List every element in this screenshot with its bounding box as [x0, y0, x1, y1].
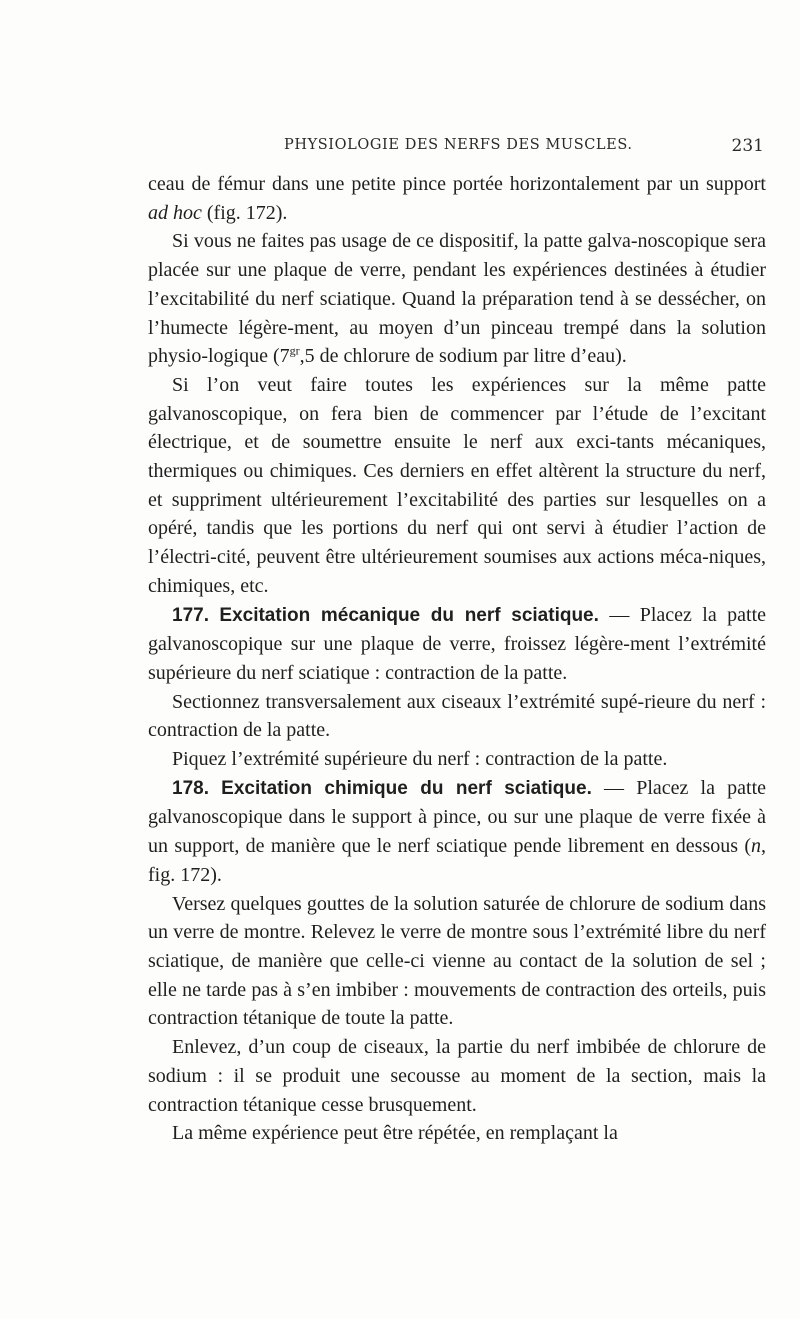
- body-text: [148, 170, 766, 1148]
- page-header: [148, 133, 768, 163]
- section-178: [148, 774, 766, 890]
- paragraph-text: ceau de fémur dans une petite pince portée horizontalement par un support: [148, 173, 766, 195]
- paragraph-text: , fig. 172).: [148, 835, 766, 886]
- paragraph: Si l’on veut faire toutes les expériences sur la même patte galvanoscopique, on fera bien de commencer par l’étude de l’excitant électrique, et de soumettre ensuite le nerf aux exci-tants mécaniques, thermiques ou chimiques. Ces derniers en effet altèrent la structure du nerf, et suppriment ultérieurement l’excitabilité des parties sur lesquelles on a opéré, tandis que les portions du nerf qui ont servi à étudier l’action de l’électri-cité, peuvent être ultérieurement soumises aux actions méca-niques, chimiques, etc.: [148, 373, 766, 597]
- section-title: Excitation mécanique du nerf sciatique.: [219, 604, 599, 626]
- italic-text: ad hoc: [148, 201, 202, 224]
- paragraph-continued: [148, 170, 766, 227]
- paragraph: [148, 227, 766, 371]
- section-number: 177.: [172, 604, 209, 626]
- paragraph-text: — Placez la patte galvanoscopique sur une plaque de verre, froissez légère-ment l’extrémité supérieure du nerf sciatique : contraction de la patte.: [148, 603, 767, 684]
- italic-text: n: [751, 835, 761, 858]
- paragraph: La même expérience peut être répétée, en remplaçant la: [172, 1122, 618, 1145]
- section-number: 178.: [172, 777, 209, 799]
- superscript: gr: [289, 343, 300, 358]
- paragraph-text: Si vous ne faites pas usage de ce dispositif, la patte galva-noscopique sera placée sur une plaque de verre, pendant les expériences destinées à étudier l’excitabilité du nerf sciatique. Quand la préparation tend à se dessécher, on l’humecte légère-ment, au moyen d’un pinceau trempé dans la solution physio-logique (7: [148, 230, 766, 368]
- paragraph-text: (fig. 172).: [201, 201, 288, 224]
- paragraph: Piquez l’extrémité supérieure du nerf : contraction de la patte.: [172, 748, 668, 771]
- running-head: PHYSIOLOGIE DES NERFS DES MUSCLES.: [284, 137, 633, 153]
- paragraph: Sectionnez transversalement aux ciseaux l’extrémité supé-rieure du nerf : contraction de la patte.: [148, 690, 766, 742]
- paragraph: Enlevez, d’un coup de ciseaux, la partie du nerf imbibée de chlorure de sodium : il se produit une secousse au moment de la section, mais la contraction tétanique cesse brusquement.: [148, 1036, 766, 1116]
- section-title: Excitation chimique du nerf sciatique.: [221, 777, 592, 799]
- paragraph-text: — Placez la patte galvanoscopique dans le support à pince, ou sur une plaque de verre fixée à un support, de manière que le nerf sciatique pende librement en dessous (: [148, 776, 767, 858]
- page-number: 231: [731, 136, 764, 156]
- paragraph: Versez quelques gouttes de la solution saturée de chlorure de sodium dans un verre de montre. Relevez le verre de montre sous l’extrémité libre du nerf sciatique, de manière que celle-ci vienne au contact de la solution de sel ; elle ne tarde pas à s’en imbiber : mouvements de contraction des orteils, puis contraction tétanique de toute la patte.: [148, 892, 766, 1030]
- section-177: [148, 601, 766, 688]
- paragraph-text: ,5 de chlorure de sodium par litre d’eau).: [299, 345, 627, 368]
